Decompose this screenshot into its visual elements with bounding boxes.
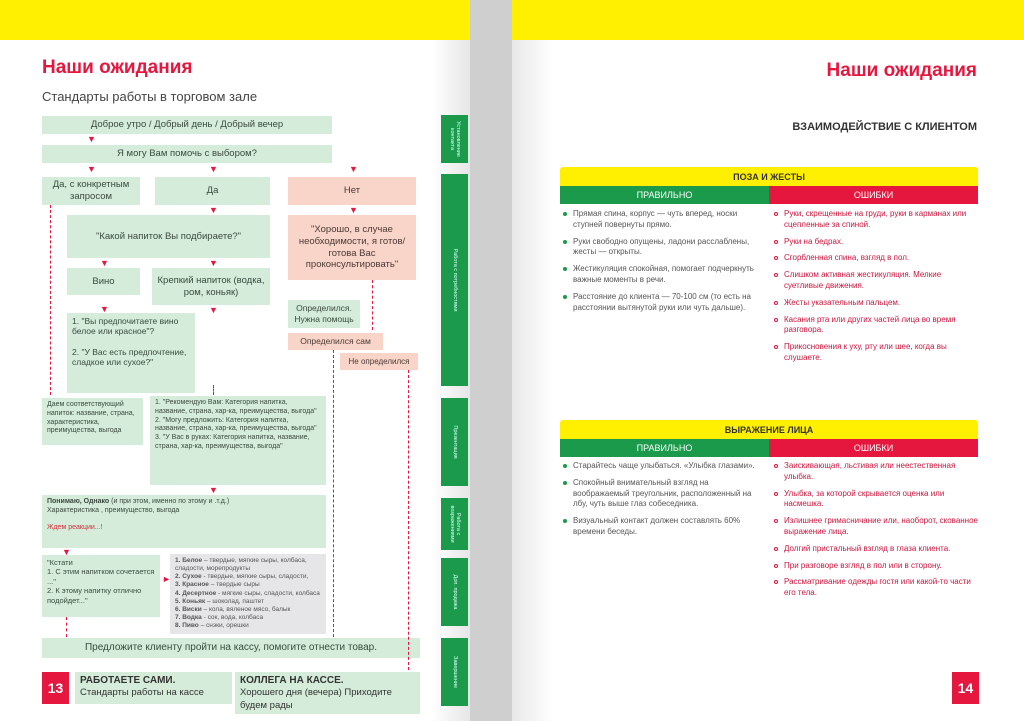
connector-line [213, 385, 214, 395]
pairing-item [175, 590, 321, 598]
arrow-down-icon: ▼ [100, 258, 109, 268]
error-item: При разговоре взгляд в пол или в сторону. [773, 561, 978, 572]
flow-yes: Да [155, 177, 270, 205]
correct-item: Визуальный контакт должен составлять 60% времени беседы. [562, 516, 767, 538]
connector-line [408, 370, 409, 670]
pairing-item [175, 573, 321, 581]
error-item: Рассматривание одежды гостя или какой-то части его тела. [773, 577, 978, 599]
tab-needs[interactable] [441, 174, 468, 386]
pairing-drink: 8. Пиво [175, 622, 199, 629]
pairing-item [175, 614, 321, 622]
errors-header: ОШИБКИ [769, 186, 978, 204]
tab-closing[interactable] [441, 638, 468, 706]
arrow-right-icon: ► [162, 574, 171, 584]
table-title: ПОЗА И ЖЕСТЫ [560, 167, 978, 186]
flow-recommend: 1. "Рекомендую Вам: Категория напитка, название, страна, хар-ка, преимущества, выгода" 2. "Могу предложить: Категория напитка, название, страна, хар-ка, преимущества, выгода" 3. "У Вас в руках: Категория напитка, название, страна, хар-ка, преимущества, выгода" [150, 396, 326, 485]
errors-list [773, 209, 978, 370]
yellow-band [0, 0, 470, 40]
arrow-down-icon: ▼ [209, 258, 218, 268]
flow-by-the-way: "Кстати 1. С этим напитком сочетается ..." 2. К этому напитку отлично подойдет..." [42, 555, 160, 617]
tab-objections[interactable] [441, 498, 468, 550]
footer-text: Хорошего дня (вечера) Приходите будем рады [240, 687, 392, 711]
error-item: Слишком активная жестикуляция. Мелкие суетливые движения. [773, 270, 978, 292]
correct-list [562, 461, 767, 544]
correct-item: Расстояние до клиента — 70-100 см (то есть на расстоянии вытянутой руки или чуть дальше). [562, 292, 767, 314]
page-number: 14 [952, 672, 979, 704]
correct-item: Старайтесь чаще улыбаться. «Улыбка глазами». [562, 461, 767, 472]
flow-yes-specific: Да, с конкретным запросом [42, 177, 140, 205]
flow-give-drink: Даем соответствующий напиток: название, страна, характеристика, преимущества, выгода [42, 398, 143, 445]
error-item: Заискивающая, льстивая или неестественная улыбка. [773, 461, 978, 483]
tab-upsell[interactable] [441, 558, 468, 626]
correct-item: Жестикуляция спокойная, помогает подчеркнуть важные моменты в речи. [562, 264, 767, 286]
pairing-text: - сок, вода, колбаса [201, 613, 264, 621]
pairing-item [175, 606, 321, 614]
tab-presentation[interactable] [441, 398, 468, 486]
error-item: Руки, скрещенные на груди, руки в карманах или сцепленные за спиной. [773, 209, 978, 231]
correct-item: Руки свободно опущены, ладони расслаблены, жесты — открыты. [562, 237, 767, 259]
understand-rest: (и при этом, именно по этому и .т.д.) [109, 498, 230, 505]
yellow-band [512, 0, 1024, 40]
page-number: 13 [42, 672, 69, 704]
flow-which-drink: "Какой напиток Вы подбираете?" [67, 215, 270, 258]
flow-decided-need-help: Определился. Нужна помощь [288, 300, 360, 328]
flow-checkout: Предложите клиенту пройти на кассу, помогите отнести товар. [42, 638, 420, 658]
flow-understand [42, 495, 326, 548]
pairing-drink: 7. Водка [175, 613, 202, 621]
wait-reaction: Ждем реакции...! [47, 524, 103, 532]
pairing-text: - мягкие сыры, сладости, колбаса [216, 589, 320, 597]
pairing-drink: 2. Сухое [175, 573, 202, 581]
page-subtitle: Стандарты работы в торговом зале [42, 89, 258, 104]
pairing-text: – шоколад, паштет [205, 597, 265, 605]
correct-item: Прямая спина, корпус — чуть вперед, носки ступней повернуты прямо. [562, 209, 767, 231]
flow-offer-help: Я могу Вам помочь с выбором? [42, 145, 332, 163]
pairing-text: – твердые сыры [208, 581, 260, 589]
table-title: ВЫРАЖЕНИЕ ЛИЦА [560, 420, 978, 439]
connector-line [50, 205, 51, 395]
pairing-drink: 5. Коньяк [175, 597, 206, 605]
understand-line2: Характеристика , преимущество, выгода [47, 506, 180, 514]
error-item: Улыбка, за которой скрывается оценка или насмешка. [773, 489, 978, 511]
error-item: Долгий пристальный взгляд в глаза клиента. [773, 544, 978, 555]
correct-header: ПРАВИЛЬНО [560, 439, 769, 457]
footer-self [75, 672, 232, 704]
connector-line [66, 617, 67, 637]
tab-contact[interactable] [441, 115, 468, 163]
connector-line [333, 350, 334, 637]
page-title: Наши ожидания [42, 57, 193, 78]
correct-header: ПРАВИЛЬНО [560, 186, 769, 204]
arrow-down-icon: ▼ [87, 134, 96, 144]
error-item: Руки на бедрах. [773, 237, 978, 248]
pairing-text: – снэки, орешки [198, 622, 249, 629]
understand-bold: Понимаю, Однако [47, 498, 110, 505]
connector-line [372, 280, 373, 330]
flow-wine-questions: 1. "Вы предпочитаете вино белое или красное"? 2. "У Вас есть предпочтение, сладкое или сухое?" [67, 313, 195, 393]
error-item: Сгорбленная спина, взгляд в пол. [773, 253, 978, 264]
arrow-down-icon: ▼ [100, 304, 109, 314]
flow-strong: Крепкий напиток (водка, ром, коньяк) [152, 268, 270, 305]
error-item: Прикосновения к уху, рту или шее, когда вы слушаете. [773, 342, 978, 364]
error-item: Жесты указательным пальцем. [773, 298, 978, 309]
pairings-list [170, 554, 326, 634]
arrow-down-icon: ▼ [209, 205, 218, 215]
pairing-item [175, 598, 321, 606]
section-title: ВЗАИМОДЕЙСТВИЕ С КЛИЕНТОМ [792, 121, 977, 133]
flow-undecided: Не определился [340, 353, 418, 370]
pairing-item [175, 557, 321, 573]
tab-label: Работа с возражениями [448, 505, 461, 543]
footer-title: КОЛЛЕГА НА КАССЕ. [240, 675, 344, 686]
tab-label: Работа с потребностями [451, 248, 458, 312]
tab-label: Доп. продажа [451, 574, 458, 610]
pairing-text: – твердые, мягкие сыры, колбаса, сладости, морепродукты [175, 557, 307, 573]
correct-item: Спокойный внимательный взгляд на воображаемый треугольник, расположенный на лбу, чуть выше глаз собеседника. [562, 478, 767, 510]
tab-label: Презентация [451, 425, 458, 459]
error-item: Излишнее гримасничание или, наоборот, скованное выражение лица. [773, 516, 978, 538]
arrow-down-icon: ▼ [209, 164, 218, 174]
arrow-down-icon: ▼ [349, 164, 358, 174]
tab-label: Установление контакта [448, 121, 461, 157]
pairing-text: – кола, вяленое мясо, балык [201, 605, 291, 613]
flow-greeting: Доброе утро / Добрый день / Добрый вечер [42, 116, 332, 134]
pairing-drink: 3. Красное [175, 581, 209, 589]
flow-wine: Вино [67, 268, 140, 295]
flow-no: Нет [288, 177, 416, 205]
pairing-item [175, 622, 321, 630]
page-title: Наши ожидания [826, 60, 977, 81]
arrow-down-icon: ▼ [209, 485, 218, 495]
pairing-drink: 6. Виски [175, 605, 202, 613]
errors-list [773, 461, 978, 605]
errors-header: ОШИБКИ [769, 439, 978, 457]
tab-label: Завершение [451, 655, 458, 688]
arrow-down-icon: ▼ [62, 547, 71, 557]
error-item: Касания рта или других частей лица во время разговора. [773, 315, 978, 337]
arrow-down-icon: ▼ [349, 205, 358, 215]
flow-decided-self: Определился сам [288, 333, 383, 350]
pairing-item [175, 581, 321, 589]
footer-title: РАБОТАЕТЕ САМИ. [80, 675, 176, 686]
footer-colleague [235, 672, 420, 714]
arrow-down-icon: ▼ [209, 305, 218, 315]
pairing-text: - твердые, мягкие сыры, сладости, [201, 573, 309, 581]
pairing-drink: 1. Белое [175, 557, 203, 564]
pairing-drink: 4. Десертное [175, 589, 217, 597]
footer-text: Стандарты работы на кассе [80, 687, 204, 699]
flow-no-reply: "Хорошо, в случае необходимости, я готов/готова Вас проконсультировать" [288, 215, 416, 280]
correct-list [562, 209, 767, 319]
arrow-down-icon: ▼ [87, 164, 96, 174]
left-page [0, 0, 470, 721]
